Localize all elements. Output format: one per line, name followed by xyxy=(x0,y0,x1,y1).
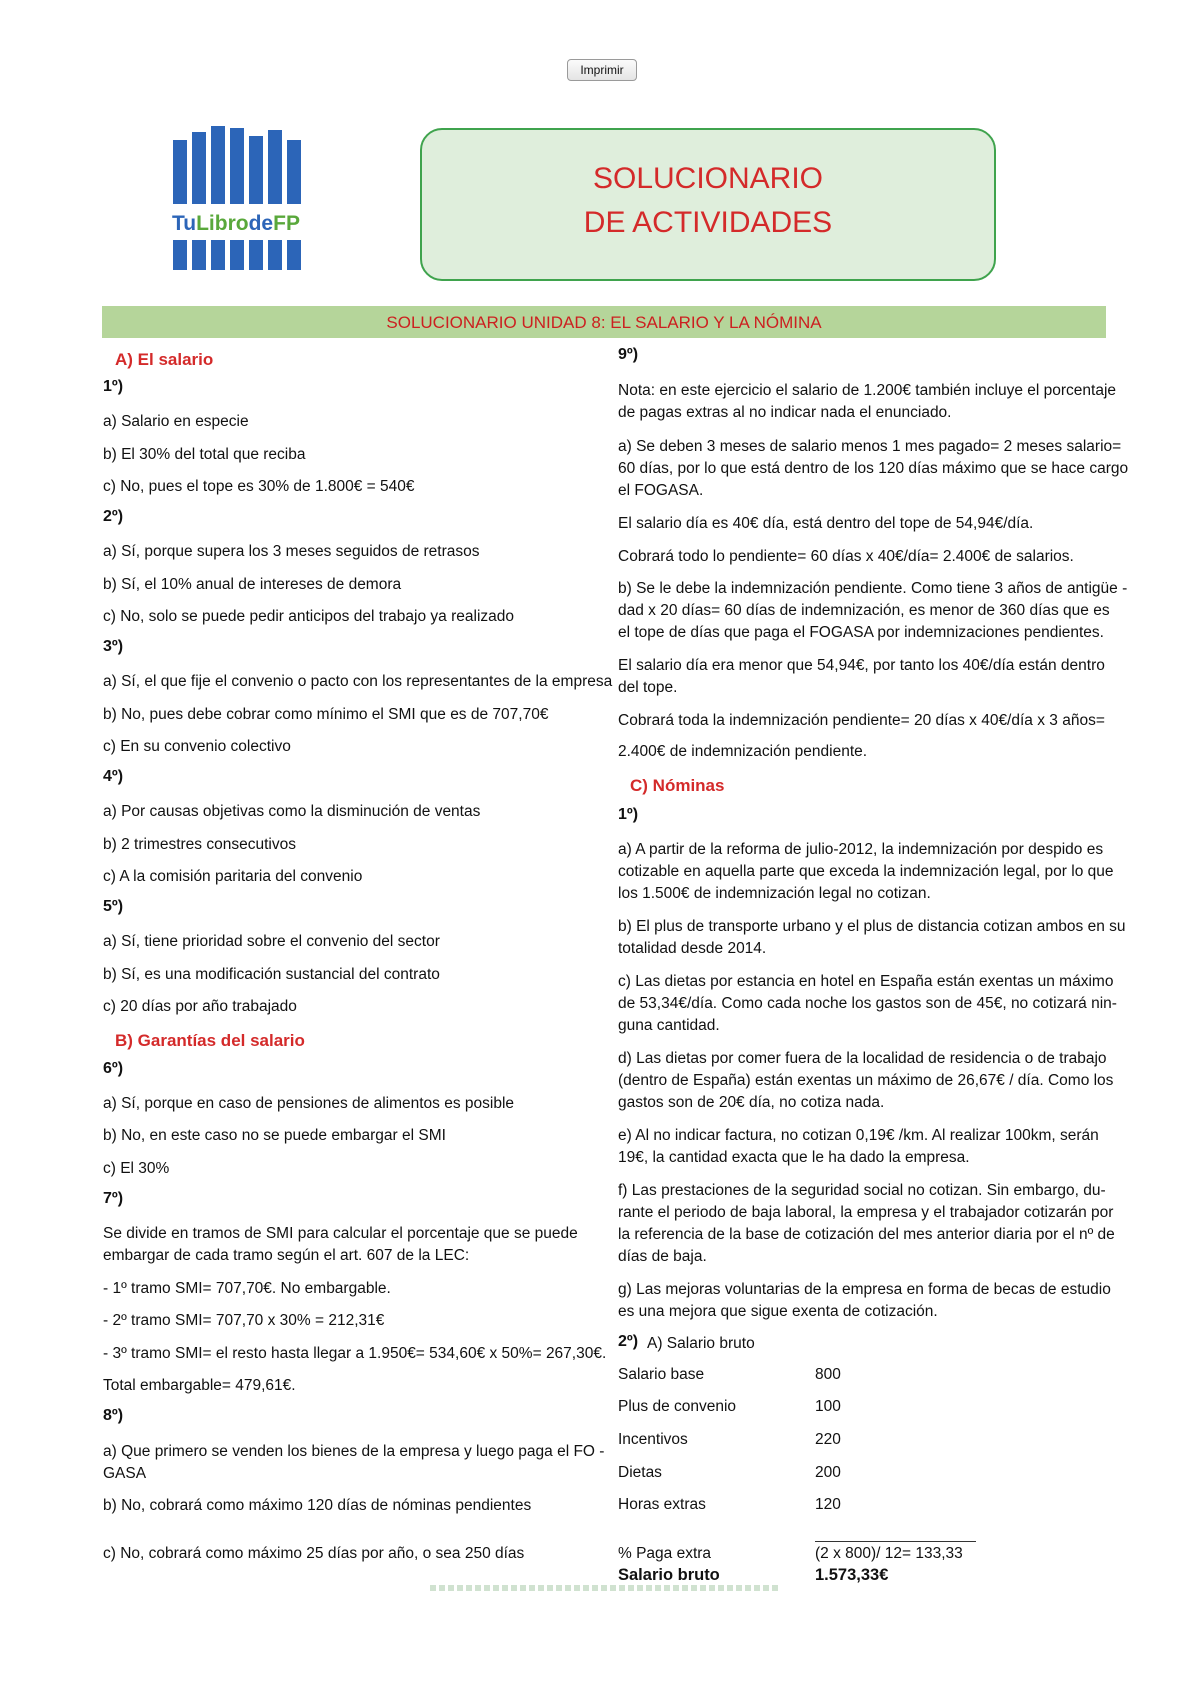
section-c-heading: C) Nóminas xyxy=(630,776,725,795)
q8-answer-a-line-2: GASA xyxy=(103,1465,147,1482)
n2-heading: A) Salario bruto xyxy=(647,1335,755,1352)
print-button[interactable]: Imprimir xyxy=(567,59,637,81)
n1-f-line-2: rante el periodo de baja laboral, la empresa y el trabajador cotizarán por xyxy=(618,1204,1114,1221)
n1-d-line-3: gastos son de 20€ día, no cotiza nada. xyxy=(618,1094,885,1111)
n1-a-line-1: a) A partir de la reforma de julio-2012, la indemnización por despido es xyxy=(618,841,1104,858)
q7-intro-line-1: Se divide en tramos de SMI para calcular el porcentaje que se puede xyxy=(103,1225,578,1242)
q8-answer-c: c) No, cobrará como máximo 25 días por año, o sea 250 días xyxy=(103,1545,525,1562)
section-a-heading: A) El salario xyxy=(115,350,214,369)
logo-fp: FP xyxy=(273,212,300,235)
q9-nota-line-1: Nota: en este ejercicio el salario de 1.200€ también incluye el porcentaje xyxy=(618,382,1117,399)
q5-answer-b: b) Sí, es una modificación sustancial del contrato xyxy=(103,966,440,983)
q2-number: 2º) xyxy=(103,508,124,525)
logo-libro: Libro xyxy=(196,212,249,235)
n1-g-line-2: es una mejora que sigue exenta de cotización. xyxy=(618,1303,938,1320)
q4-number: 4º) xyxy=(103,768,124,785)
q7-intro-line-2: embargar de cada tramo según el art. 607 de la LEC: xyxy=(103,1247,470,1264)
row-value-salario-base: 800 xyxy=(815,1366,841,1383)
n1-f-line-4: días de baja. xyxy=(618,1248,707,1265)
q1-answer-b: b) El 30% del total que reciba xyxy=(103,446,306,463)
q3-answer-b: b) No, pues debe cobrar como mínimo el SMI que es de 707,70€ xyxy=(103,706,549,723)
q8-answer-a-line-1: a) Que primero se venden los bienes de la empresa y luego paga el FO - xyxy=(103,1443,605,1460)
q4-answer-a: a) Por causas objetivas como la disminución de ventas xyxy=(103,803,481,820)
sum-rule xyxy=(815,1541,976,1542)
logo-de: de xyxy=(248,212,274,235)
q2-answer-c: c) No, solo se puede pedir anticipos del trabajo ya realizado xyxy=(103,608,514,625)
salario-bruto-label: Salario bruto xyxy=(618,1566,720,1584)
n2-number: 2º) xyxy=(618,1333,639,1350)
section-b-heading: B) Garantías del salario xyxy=(115,1031,305,1050)
q5-answer-c: c) 20 días por año trabajado xyxy=(103,998,297,1015)
q2-answer-b: b) Sí, el 10% anual de intereses de demora xyxy=(103,576,402,593)
q3-answer-c: c) En su convenio colectivo xyxy=(103,738,291,755)
title-line-2: DE ACTIVIDADES xyxy=(583,206,833,239)
n1-d-line-2: (dentro de España) están exentas un máximo de 26,67€ / día. Como los xyxy=(618,1072,1114,1089)
q9-b-line-3: el tope de días que paga el FOGASA por indemnizaciones pendientes. xyxy=(618,624,1104,641)
q7-tramo-2: - 2º tramo SMI= 707,70 x 30% = 212,31€ xyxy=(103,1312,385,1329)
q9-nota-line-2: de pagas extras al no indicar nada el enunciado. xyxy=(618,404,952,421)
q9-b-line-1: b) Se le debe la indemnización pendiente. Como tiene 3 años de antigüe - xyxy=(618,580,1128,597)
logo-tu: Tu xyxy=(172,212,197,235)
row-label-horas-extras: Horas extras xyxy=(618,1496,706,1513)
n1-c-line-1: c) Las dietas por estancia en hotel en España están exentas un máximo xyxy=(618,973,1114,990)
q9-a-line-1: a) Se deben 3 meses de salario menos 1 mes pagado= 2 meses salario= xyxy=(618,438,1122,455)
faded-footer-text xyxy=(430,1585,780,1591)
q9-number: 9º) xyxy=(618,346,639,363)
q1-number: 1º) xyxy=(103,378,124,395)
q9-a-line-3: el FOGASA. xyxy=(618,482,704,499)
row-label-dietas: Dietas xyxy=(618,1464,662,1481)
q6-number: 6º) xyxy=(103,1060,124,1077)
svg-text:TuLibrodeFP xyxy=(172,212,300,235)
row-value-dietas: 200 xyxy=(815,1464,841,1481)
n1-g-line-1: g) Las mejoras voluntarias de la empresa en forma de becas de estudio xyxy=(618,1281,1111,1298)
q1-answer-a: a) Salario en especie xyxy=(103,413,249,430)
n1-d-line-1: d) Las dietas por comer fuera de la localidad de residencia o de trabajo xyxy=(618,1050,1107,1067)
row-label-salario-base: Salario base xyxy=(618,1366,705,1383)
q8-answer-b: b) No, cobrará como máximo 120 días de nóminas pendientes xyxy=(103,1497,532,1514)
q9-cobrara-salarios: Cobrará todo lo pendiente= 60 días x 40€/día= 2.400€ de salarios. xyxy=(618,548,1074,565)
q8-number: 8º) xyxy=(103,1407,124,1424)
n1-e-line-1: e) Al no indicar factura, no cotizan 0,19€ /km. Al realizar 100km, serán xyxy=(618,1127,1099,1144)
row-label-plus-convenio: Plus de convenio xyxy=(618,1398,737,1415)
unit-title-bar: SOLUCIONARIO UNIDAD 8: EL SALARIO Y LA NÓMINA xyxy=(102,306,1106,338)
row-value-horas-extras: 120 xyxy=(815,1496,841,1513)
q9-a-line-2: 60 días, por lo que está dentro de los 120 días máximo que se hace cargo xyxy=(618,460,1129,477)
row-value-incentivos: 220 xyxy=(815,1431,841,1448)
n1-c-line-2: de 53,34€/día. Como cada noche los gastos son de 45€, no cotizará nin- xyxy=(618,995,1117,1012)
q5-answer-a: a) Sí, tiene prioridad sobre el convenio del sector xyxy=(103,933,440,950)
q9-e-line-2: del tope. xyxy=(618,679,678,696)
q2-answer-a: a) Sí, porque supera los 3 meses seguidos de retrasos xyxy=(103,543,480,560)
q6-answer-c: c) El 30% xyxy=(103,1160,170,1177)
n1-f-line-3: la referencia de la base de cotización del mes anterior diaria por el nº de xyxy=(618,1226,1115,1243)
q3-number: 3º) xyxy=(103,638,124,655)
q7-tramo-3: - 3º tramo SMI= el resto hasta llegar a 1.950€= 534,60€ x 50%= 267,30€. xyxy=(103,1345,607,1362)
q9-b-line-2: dad x 20 días= 60 días de indemnización, es menor de 360 días que es xyxy=(618,602,1110,619)
q6-answer-b: b) No, en este caso no se puede embargar el SMI xyxy=(103,1127,446,1144)
n1-a-line-3: los 1.500€ de indemnización legal no cotizan. xyxy=(618,885,931,902)
q9-f-line-1: Cobrará toda la indemnización pendiente= 20 días x 40€/día x 3 años= xyxy=(618,712,1105,729)
q3-answer-a: a) Sí, el que fije el convenio o pacto con los representantes de la empresa xyxy=(103,673,613,690)
row-label-incentivos: Incentivos xyxy=(618,1431,688,1448)
q4-answer-c: c) A la comisión paritaria del convenio xyxy=(103,868,363,885)
q7-number: 7º) xyxy=(103,1190,124,1207)
n1-number: 1º) xyxy=(618,806,639,823)
q1-answer-c: c) No, pues el tope es 30% de 1.800€ = 540€ xyxy=(103,478,415,495)
n1-f-line-1: f) Las prestaciones de la seguridad social no cotizan. Sin embargo, du- xyxy=(618,1182,1106,1199)
title-line-1: SOLUCIONARIO xyxy=(592,162,824,195)
q7-tramo-1: - 1º tramo SMI= 707,70€. No embargable. xyxy=(103,1280,391,1297)
n1-b-line-1: b) El plus de transporte urbano y el plus de distancia cotizan ambos en su xyxy=(618,918,1126,935)
q5-number: 5º) xyxy=(103,898,124,915)
n1-b-line-2: totalidad desde 2014. xyxy=(618,940,767,957)
title-box xyxy=(420,128,996,281)
paga-extra-label: % Paga extra xyxy=(618,1545,712,1562)
salario-bruto-value: 1.573,33€ xyxy=(815,1566,889,1584)
tulibrodefp-logo xyxy=(170,126,314,270)
n1-c-line-3: guna cantidad. xyxy=(618,1017,720,1034)
q9-e-line-1: El salario día era menor que 54,94€, por tanto los 40€/día están dentro xyxy=(618,657,1105,674)
q7-total: Total embargable= 479,61€. xyxy=(103,1377,296,1394)
q9-f-line-2: 2.400€ de indemnización pendiente. xyxy=(618,743,868,760)
q6-answer-a: a) Sí, porque en caso de pensiones de alimentos es posible xyxy=(103,1095,515,1112)
n1-a-line-2: cotizable en aquella parte que exceda la indemnización legal, por lo que xyxy=(618,863,1114,880)
q9-salario-dia: El salario día es 40€ día, está dentro del tope de 54,94€/día. xyxy=(618,515,1034,532)
row-value-plus-convenio: 100 xyxy=(815,1398,841,1415)
n1-e-line-2: 19€, la cantidad exacta que le ha dado la empresa. xyxy=(618,1149,970,1166)
q4-answer-b: b) 2 trimestres consecutivos xyxy=(103,836,296,853)
paga-extra-value: (2 x 800)/ 12= 133,33 xyxy=(815,1545,963,1562)
